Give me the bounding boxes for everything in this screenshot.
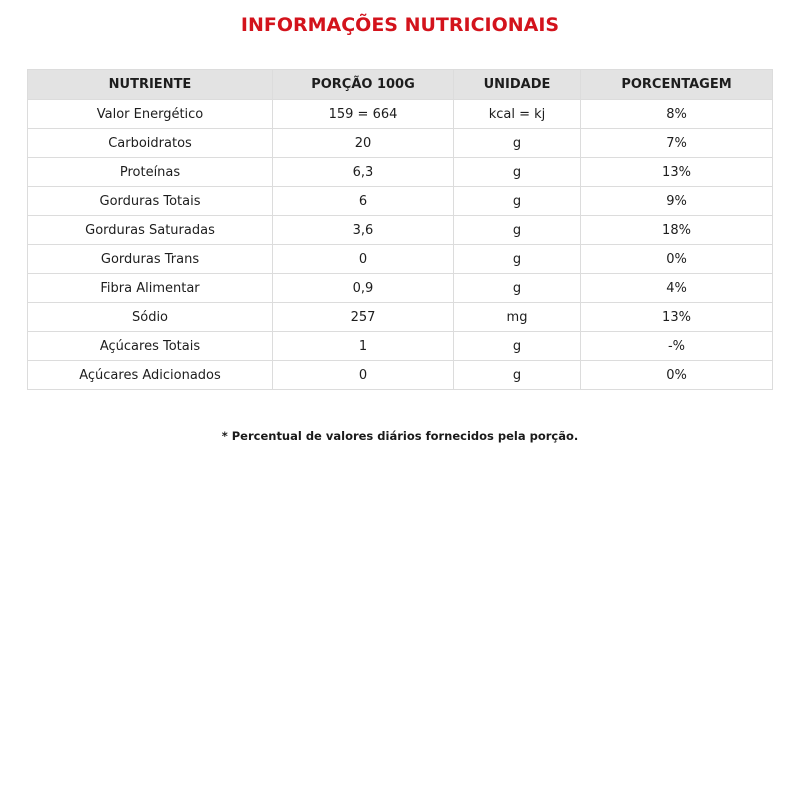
- unit: g: [454, 274, 581, 303]
- header-nutriente: NUTRIENTE: [28, 70, 273, 100]
- unit: g: [454, 245, 581, 274]
- percentage: 0%: [581, 245, 773, 274]
- nutrient-name: Açúcares Adicionados: [28, 361, 273, 390]
- portion-value: 0: [273, 361, 454, 390]
- header-porcentagem: PORCENTAGEM: [581, 70, 773, 100]
- percentage: 0%: [581, 361, 773, 390]
- footnote: * Percentual de valores diários fornecidos pela porção.: [221, 429, 579, 443]
- percentage: 13%: [581, 158, 773, 187]
- table-row: [28, 187, 773, 216]
- portion-value: 3,6: [273, 216, 454, 245]
- nutrient-name: Proteínas: [28, 158, 273, 187]
- percentage: 9%: [581, 187, 773, 216]
- unit: g: [454, 158, 581, 187]
- portion-value: 257: [273, 303, 454, 332]
- portion-value: 6: [273, 187, 454, 216]
- percentage: 4%: [581, 274, 773, 303]
- percentage: 7%: [581, 129, 773, 158]
- table-row: [28, 216, 773, 245]
- portion-value: 159 = 664: [273, 100, 454, 129]
- portion-value: 0,9: [273, 274, 454, 303]
- portion-value: 1: [273, 332, 454, 361]
- table-row: [28, 245, 773, 274]
- portion-value: 6,3: [273, 158, 454, 187]
- page-title: INFORMAÇÕES NUTRICIONAIS: [240, 14, 560, 36]
- header-unidade: UNIDADE: [454, 70, 581, 100]
- nutrient-name: Gorduras Totais: [28, 187, 273, 216]
- nutrient-name: Gorduras Trans: [28, 245, 273, 274]
- percentage: -%: [581, 332, 773, 361]
- table-row: [28, 361, 773, 390]
- unit: g: [454, 332, 581, 361]
- percentage: 13%: [581, 303, 773, 332]
- table-row: [28, 158, 773, 187]
- percentage: 8%: [581, 100, 773, 129]
- table-row: [28, 303, 773, 332]
- nutrient-name: Valor Energético: [28, 100, 273, 129]
- header-porcao: PORÇÃO 100G: [273, 70, 454, 100]
- unit: kcal = kj: [454, 100, 581, 129]
- unit: g: [454, 129, 581, 158]
- unit: g: [454, 361, 581, 390]
- portion-value: 0: [273, 245, 454, 274]
- nutrient-name: Gorduras Saturadas: [28, 216, 273, 245]
- nutrient-name: Sódio: [28, 303, 273, 332]
- nutrient-name: Carboidratos: [28, 129, 273, 158]
- nutrition-table: [27, 69, 773, 390]
- unit: g: [454, 187, 581, 216]
- table-row: [28, 332, 773, 361]
- unit: mg: [454, 303, 581, 332]
- portion-value: 20: [273, 129, 454, 158]
- table-row: [28, 274, 773, 303]
- percentage: 18%: [581, 216, 773, 245]
- nutrient-name: Açúcares Totais: [28, 332, 273, 361]
- table-row: [28, 100, 773, 129]
- unit: g: [454, 216, 581, 245]
- table-row: [28, 129, 773, 158]
- nutrient-name: Fibra Alimentar: [28, 274, 273, 303]
- table-header-row: [28, 70, 773, 100]
